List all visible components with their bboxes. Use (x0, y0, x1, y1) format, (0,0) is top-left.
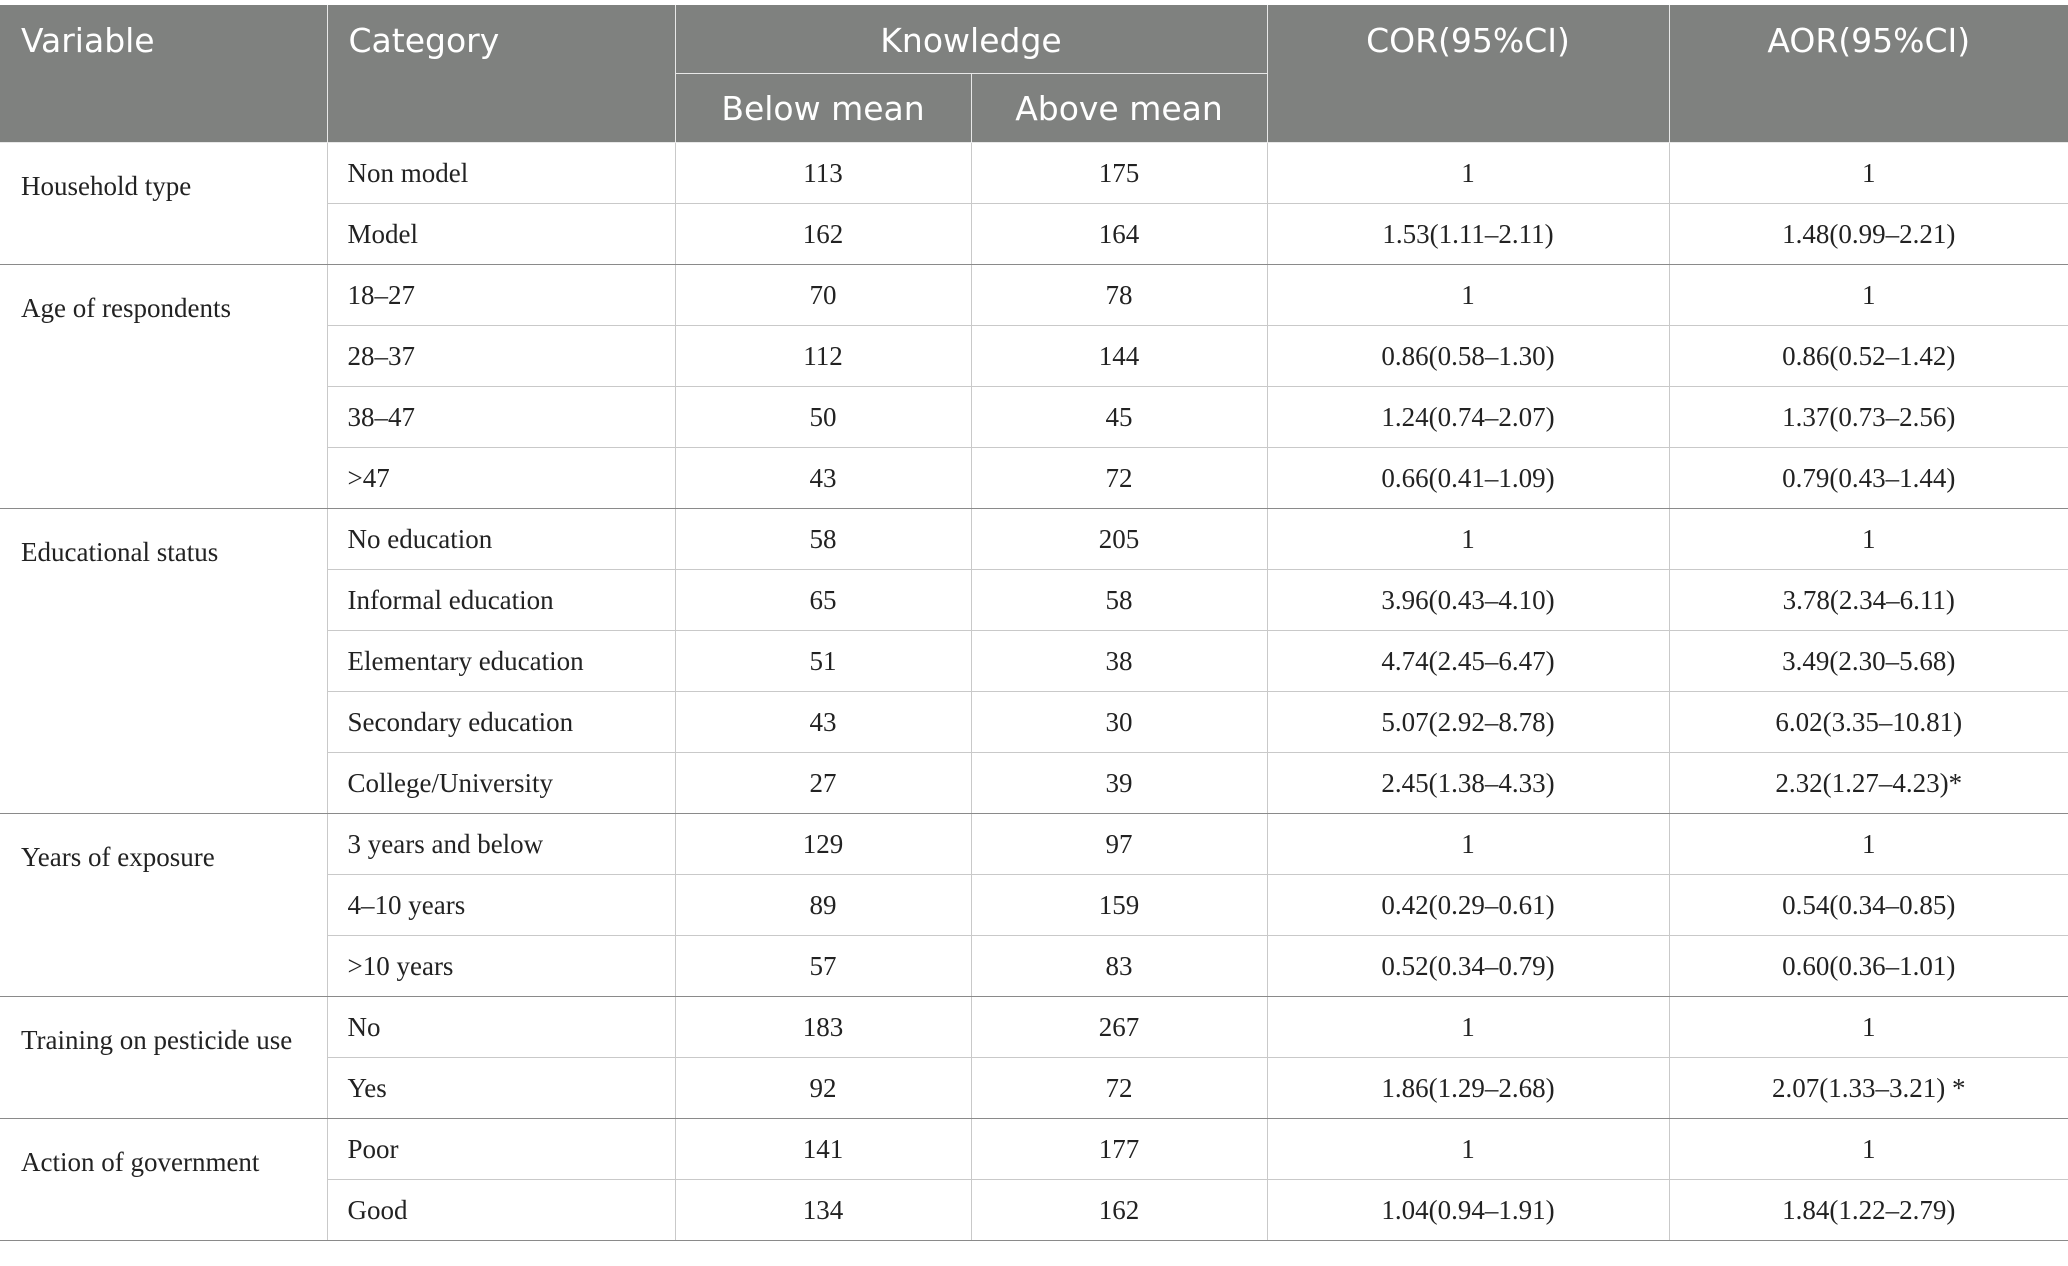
variable-cell (0, 814, 327, 997)
cor-cell: 1.86(1.29–2.68) (1267, 1058, 1669, 1119)
above-mean-cell: 72 (971, 1058, 1267, 1119)
below-mean-cell: 141 (675, 1119, 971, 1180)
category-cell: Poor (327, 1119, 675, 1180)
aor-cell: 1 (1669, 265, 2068, 326)
above-mean-cell: 78 (971, 265, 1267, 326)
variable-cell (0, 265, 327, 509)
aor-cell: 0.86(0.52–1.42) (1669, 326, 2068, 387)
category-cell: >10 years (327, 936, 675, 997)
below-mean-cell: 112 (675, 326, 971, 387)
variable-label: Action of government (21, 1147, 260, 1177)
aor-cell: 1 (1669, 143, 2068, 204)
above-mean-cell: 30 (971, 692, 1267, 753)
above-mean-cell: 45 (971, 387, 1267, 448)
cor-cell: 1 (1267, 265, 1669, 326)
cor-cell: 1 (1267, 997, 1669, 1058)
above-mean-cell: 267 (971, 997, 1267, 1058)
table-row (0, 1119, 2068, 1180)
category-cell: No education (327, 509, 675, 570)
aor-cell: 1.37(0.73–2.56) (1669, 387, 2068, 448)
cor-cell: 4.74(2.45–6.47) (1267, 631, 1669, 692)
below-mean-cell: 43 (675, 692, 971, 753)
category-cell: 28–37 (327, 326, 675, 387)
table-row (0, 509, 2068, 570)
above-mean-cell: 58 (971, 570, 1267, 631)
below-mean-cell: 70 (675, 265, 971, 326)
below-mean-cell: 92 (675, 1058, 971, 1119)
below-mean-cell: 51 (675, 631, 971, 692)
category-cell: No (327, 997, 675, 1058)
cor-cell: 0.52(0.34–0.79) (1267, 936, 1669, 997)
category-cell: Yes (327, 1058, 675, 1119)
above-mean-cell: 175 (971, 143, 1267, 204)
variable-label: Age of respondents (21, 293, 231, 323)
above-mean-cell: 97 (971, 814, 1267, 875)
above-mean-cell: 205 (971, 509, 1267, 570)
variable-label: Household type (21, 171, 192, 201)
category-cell: 18–27 (327, 265, 675, 326)
table-header (0, 5, 2068, 143)
below-mean-cell: 134 (675, 1180, 971, 1241)
variable-label: Educational status (21, 537, 219, 567)
aor-cell: 1 (1669, 509, 2068, 570)
above-mean-cell: 177 (971, 1119, 1267, 1180)
below-mean-cell: 129 (675, 814, 971, 875)
above-mean-cell: 159 (971, 875, 1267, 936)
below-mean-cell: 57 (675, 936, 971, 997)
results-table-container (0, 5, 2068, 1241)
category-cell: College/University (327, 753, 675, 814)
above-mean-cell: 39 (971, 753, 1267, 814)
below-mean-cell: 27 (675, 753, 971, 814)
cor-cell: 1.53(1.11–2.11) (1267, 204, 1669, 265)
header-aor: AOR(95%CI) (1669, 5, 2068, 143)
logistic-regression-table (0, 5, 2068, 1241)
aor-cell: 6.02(3.35–10.81) (1669, 692, 2068, 753)
aor-cell: 1.84(1.22–2.79) (1669, 1180, 2068, 1241)
table-row (0, 265, 2068, 326)
table-row (0, 997, 2068, 1058)
header-below-mean: Below mean (675, 74, 971, 143)
aor-cell: 3.78(2.34–6.11) (1669, 570, 2068, 631)
variable-cell (0, 143, 327, 265)
below-mean-cell: 43 (675, 448, 971, 509)
cor-cell: 5.07(2.92–8.78) (1267, 692, 1669, 753)
above-mean-cell: 38 (971, 631, 1267, 692)
above-mean-cell: 83 (971, 936, 1267, 997)
aor-cell: 3.49(2.30–5.68) (1669, 631, 2068, 692)
cor-cell: 1 (1267, 509, 1669, 570)
header-category: Category (327, 5, 675, 143)
variable-cell (0, 509, 327, 814)
cor-cell: 0.86(0.58–1.30) (1267, 326, 1669, 387)
variable-cell (0, 1119, 327, 1241)
header-cor: COR(95%CI) (1267, 5, 1669, 143)
variable-label: Years of exposure (21, 842, 215, 872)
below-mean-cell: 58 (675, 509, 971, 570)
header-knowledge: Knowledge (675, 5, 1267, 74)
above-mean-cell: 162 (971, 1180, 1267, 1241)
category-cell: 38–47 (327, 387, 675, 448)
below-mean-cell: 113 (675, 143, 971, 204)
aor-cell: 1 (1669, 1119, 2068, 1180)
cor-cell: 3.96(0.43–4.10) (1267, 570, 1669, 631)
category-cell: 3 years and below (327, 814, 675, 875)
cor-cell: 1.04(0.94–1.91) (1267, 1180, 1669, 1241)
below-mean-cell: 183 (675, 997, 971, 1058)
category-cell: Secondary education (327, 692, 675, 753)
above-mean-cell: 144 (971, 326, 1267, 387)
category-cell: Informal education (327, 570, 675, 631)
variable-cell (0, 997, 327, 1119)
aor-cell: 1 (1669, 814, 2068, 875)
category-cell: Elementary education (327, 631, 675, 692)
category-cell: Model (327, 204, 675, 265)
category-cell: >47 (327, 448, 675, 509)
header-variable: Variable (0, 5, 327, 143)
cor-cell: 1 (1267, 1119, 1669, 1180)
table-row (0, 143, 2068, 204)
cor-cell: 0.42(0.29–0.61) (1267, 875, 1669, 936)
aor-cell: 1 (1669, 997, 2068, 1058)
category-cell: Non model (327, 143, 675, 204)
below-mean-cell: 50 (675, 387, 971, 448)
below-mean-cell: 162 (675, 204, 971, 265)
aor-cell: 1.48(0.99–2.21) (1669, 204, 2068, 265)
category-cell: Good (327, 1180, 675, 1241)
table-body (0, 143, 2068, 1241)
cor-cell: 2.45(1.38–4.33) (1267, 753, 1669, 814)
above-mean-cell: 164 (971, 204, 1267, 265)
cor-cell: 1.24(0.74–2.07) (1267, 387, 1669, 448)
cor-cell: 1 (1267, 814, 1669, 875)
below-mean-cell: 65 (675, 570, 971, 631)
category-cell: 4–10 years (327, 875, 675, 936)
cor-cell: 1 (1267, 143, 1669, 204)
aor-cell: 2.32(1.27–4.23)* (1669, 753, 2068, 814)
table-row (0, 814, 2068, 875)
aor-cell: 0.79(0.43–1.44) (1669, 448, 2068, 509)
variable-label: Training on pesticide use (21, 1025, 293, 1055)
aor-cell: 2.07(1.33–3.21) * (1669, 1058, 2068, 1119)
above-mean-cell: 72 (971, 448, 1267, 509)
aor-cell: 0.54(0.34–0.85) (1669, 875, 2068, 936)
cor-cell: 0.66(0.41–1.09) (1267, 448, 1669, 509)
aor-cell: 0.60(0.36–1.01) (1669, 936, 2068, 997)
below-mean-cell: 89 (675, 875, 971, 936)
header-above-mean: Above mean (971, 74, 1267, 143)
